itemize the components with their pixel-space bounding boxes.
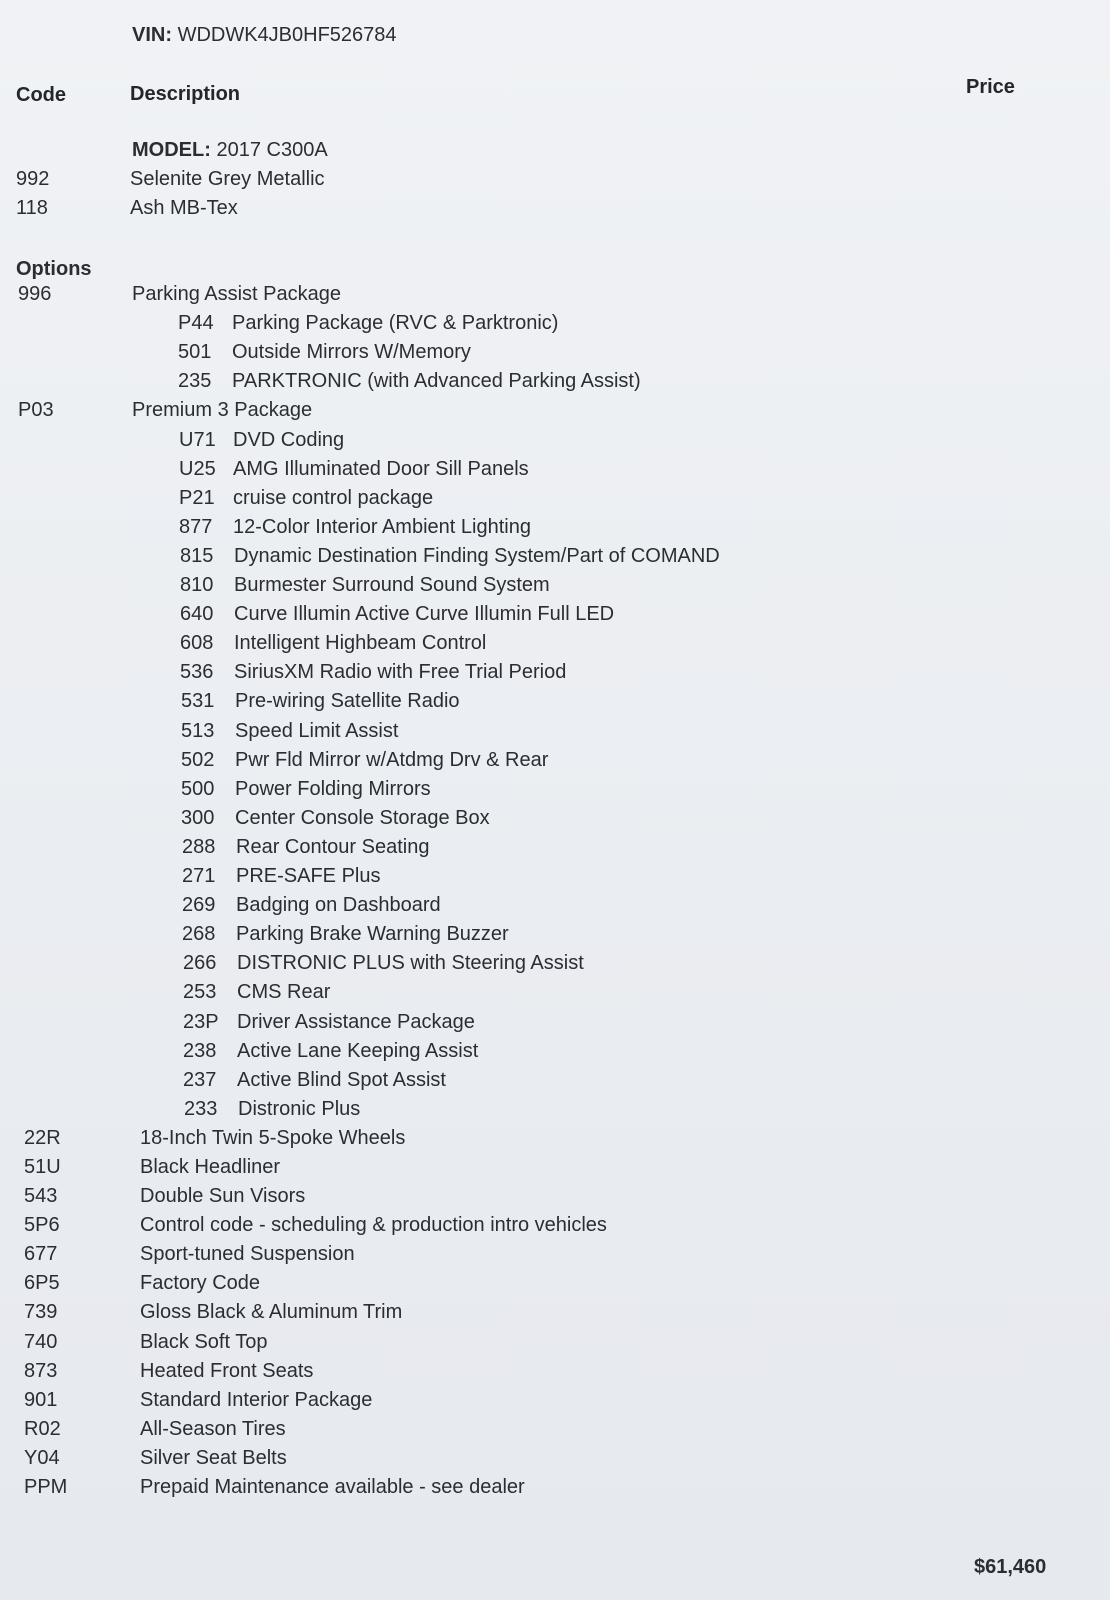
option-code: 815	[180, 545, 214, 567]
option-code: 901	[24, 1389, 58, 1411]
option-description: Pre-wiring Satellite Radio	[235, 690, 460, 712]
option-code: 266	[183, 952, 217, 974]
option-code: 271	[182, 865, 216, 887]
option-description: Pwr Fld Mirror w/Atdmg Drv & Rear	[235, 749, 549, 771]
option-code: 269	[182, 894, 216, 916]
option-code: 253	[183, 981, 217, 1003]
option-code: 640	[180, 603, 214, 625]
option-description: SiriusXM Radio with Free Trial Period	[234, 661, 567, 683]
option-code: 233	[184, 1098, 218, 1120]
option-description: Sport-tuned Suspension	[140, 1243, 355, 1265]
option-code: 237	[183, 1069, 217, 1091]
option-description: Intelligent Highbeam Control	[234, 632, 487, 654]
option-description: Selenite Grey Metallic	[130, 168, 325, 190]
option-description: DISTRONIC PLUS with Steering Assist	[237, 952, 584, 974]
option-description: Center Console Storage Box	[235, 807, 490, 829]
vin-label: VIN:	[132, 24, 172, 46]
option-code: 877	[179, 516, 213, 538]
model-line	[132, 139, 328, 162]
vin-line	[132, 24, 397, 47]
option-code: 677	[24, 1243, 58, 1265]
option-description: Ash MB-Tex	[130, 197, 238, 219]
option-description: Black Soft Top	[140, 1331, 268, 1353]
option-code: 22R	[24, 1127, 61, 1149]
option-description: 18-Inch Twin 5-Spoke Wheels	[140, 1127, 406, 1149]
option-description: 12-Color Interior Ambient Lighting	[233, 516, 531, 538]
option-description: cruise control package	[233, 487, 434, 509]
option-description: All-Season Tires	[140, 1418, 286, 1440]
option-code: 536	[180, 661, 214, 683]
option-code: P03	[18, 399, 54, 421]
option-code: 531	[181, 690, 215, 712]
option-description: PARKTRONIC (with Advanced Parking Assist)	[232, 370, 641, 392]
option-code: 268	[182, 923, 216, 945]
model-value: 2017 C300A	[216, 139, 328, 161]
option-description: Premium 3 Package	[132, 399, 313, 421]
option-description: Dynamic Destination Finding System/Part of COMAND	[234, 545, 720, 567]
option-code: 5P6	[24, 1214, 60, 1236]
option-code: 501	[178, 341, 212, 363]
option-code: 502	[181, 749, 215, 771]
option-code: 500	[181, 778, 215, 800]
option-code: 513	[181, 720, 215, 742]
option-description: Distronic Plus	[238, 1098, 361, 1120]
option-code: 118	[16, 197, 48, 219]
option-code: P21	[179, 487, 215, 509]
option-code: Y04	[24, 1447, 60, 1469]
option-description: Double Sun Visors	[140, 1185, 306, 1207]
option-description: AMG Illuminated Door Sill Panels	[233, 458, 529, 480]
option-code: 238	[183, 1040, 217, 1062]
total-price: $61,460	[974, 1556, 1047, 1578]
option-code: 992	[16, 168, 50, 190]
option-description: Control code - scheduling & production intro vehicles	[140, 1214, 607, 1236]
option-description: Parking Assist Package	[132, 283, 341, 305]
vin-value: WDDWK4JB0HF526784	[177, 24, 397, 46]
option-description: Prepaid Maintenance available - see dealer	[140, 1476, 525, 1498]
option-code: 739	[24, 1301, 58, 1323]
option-description: Gloss Black & Aluminum Trim	[140, 1301, 403, 1323]
option-description: Outside Mirrors W/Memory	[232, 341, 471, 363]
option-code: P44	[178, 312, 214, 334]
option-code: 235	[178, 370, 212, 392]
price-column-header: Price	[966, 76, 1015, 98]
option-description: Factory Code	[140, 1272, 261, 1294]
option-description: Silver Seat Belts	[140, 1447, 287, 1469]
option-description: Speed Limit Assist	[235, 720, 399, 742]
option-description: Parking Brake Warning Buzzer	[236, 923, 509, 945]
option-code: PPM	[24, 1476, 68, 1498]
option-description: Active Lane Keeping Assist	[237, 1040, 479, 1062]
model-label: MODEL:	[132, 139, 211, 161]
option-description: Power Folding Mirrors	[235, 778, 431, 800]
description-column-header: Description	[130, 83, 241, 105]
option-description: Curve Illumin Active Curve Illumin Full LED	[234, 603, 615, 625]
option-description: Burmester Surround Sound System	[234, 574, 550, 596]
option-code: 873	[24, 1360, 58, 1382]
option-code: 23P	[183, 1011, 219, 1033]
option-description: Black Headliner	[140, 1156, 281, 1178]
option-code: 300	[181, 807, 215, 829]
option-description: Standard Interior Package	[140, 1389, 373, 1411]
option-description: Parking Package (RVC & Parktronic)	[232, 312, 559, 334]
option-description: Active Blind Spot Assist	[237, 1069, 446, 1091]
option-description: Rear Contour Seating	[236, 836, 430, 858]
option-description: CMS Rear	[237, 981, 331, 1003]
option-code: 288	[182, 836, 216, 858]
option-description: DVD Coding	[233, 429, 345, 451]
option-code: 51U	[24, 1156, 61, 1178]
option-description: PRE-SAFE Plus	[236, 865, 381, 887]
option-code: 996	[18, 283, 52, 305]
option-code: 810	[180, 574, 214, 596]
option-code: 740	[24, 1331, 58, 1353]
option-code: U25	[179, 458, 216, 480]
option-code: 543	[24, 1185, 58, 1207]
option-code: 608	[180, 632, 214, 654]
option-description: Heated Front Seats	[140, 1360, 314, 1382]
option-code: 6P5	[24, 1272, 60, 1294]
option-code: U71	[179, 429, 216, 451]
code-column-header: Code	[16, 84, 66, 106]
option-description: Badging on Dashboard	[236, 894, 441, 916]
option-description: Driver Assistance Package	[237, 1011, 475, 1033]
options-section-heading: Options	[16, 258, 92, 280]
option-code: R02	[24, 1418, 61, 1440]
